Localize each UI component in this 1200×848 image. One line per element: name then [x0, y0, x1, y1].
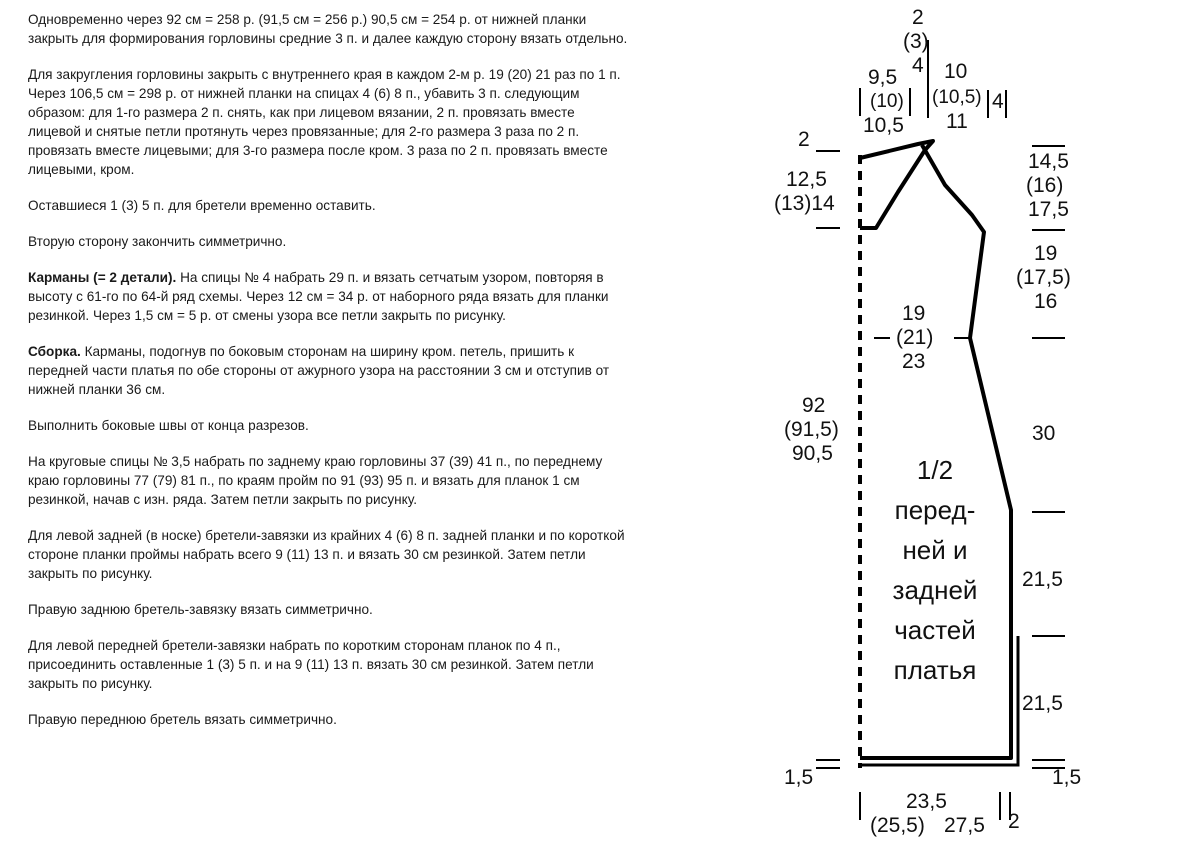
assembly-text: Карманы, подогнув по боковым сторонам на ширину кром. петель, пришить к передней части платья по обе стороны от ажурного узора на расстоянии 3 см и отступив от нижней планки 36 см. — [28, 344, 610, 397]
slit-length-2: 21,5 — [1022, 692, 1063, 715]
armhole-1: 14,5 — [1028, 150, 1069, 173]
dress-outline — [860, 141, 933, 228]
shoulder-width-2: (10,5) — [932, 87, 982, 108]
paragraph-left-back-strap: Для левой задней (в носке) бретели-завязки из крайних 4 (6) 8 п. задней планки и по короткой стороне планки проймы набрать всего 9 (11) 13 п. и вязать 30 см резинкой. Затем петли закрыть по рисунку. — [28, 528, 625, 581]
strap-width-2: (3) — [903, 30, 929, 53]
bottom-width-4: 2 — [1008, 810, 1020, 833]
piece-title-line-5: частей — [894, 615, 976, 645]
hem-left: 1,5 — [784, 766, 814, 789]
paragraph-left-front-strap: Для левой передней бретели-завязки набрать по коротким сторонам планок по 4 п., присоединить оставленные 1 (3) 5 п. и на 9 (11) 13 п. вязать 30 см резинкой. Затем петли закрыть по рисунку. — [28, 638, 594, 691]
assembly-heading: Сборка. — [28, 344, 81, 359]
paragraph-right-back-strap: Правую заднюю бретель-завязку вязать симметрично. — [28, 602, 373, 617]
side-3: 16 — [1034, 290, 1058, 313]
chest-width-3: 23 — [902, 350, 926, 373]
armhole-3: 17,5 — [1028, 198, 1069, 221]
pockets-heading: Карманы (= 2 детали). — [28, 270, 177, 285]
length-2: (91,5) — [784, 418, 839, 441]
piece-title-line-6: платья — [893, 655, 977, 685]
neck-width-2: (10) — [870, 91, 904, 112]
neck-depth-2: (13)14 — [774, 192, 835, 215]
top-offset: 2 — [798, 128, 810, 151]
piece-title-line-4: задней — [892, 575, 978, 605]
paragraph-side-seams: Выполнить боковые швы от конца разрезов. — [28, 418, 309, 433]
chest-width-1: 19 — [902, 302, 926, 325]
piece-title-line-2: перед- — [894, 495, 976, 525]
piece-title — [880, 450, 990, 690]
strap-width-1: 2 — [912, 6, 924, 29]
side-2: (17,5) — [1016, 266, 1071, 289]
paragraph-right-front-strap: Правую переднюю бретель вязать симметрично. — [28, 712, 337, 727]
piece-title-line-3: ней и — [902, 535, 968, 565]
length-1: 92 — [802, 394, 826, 417]
paragraph-second-side: Вторую сторону закончить симметрично. — [28, 234, 287, 249]
bottom-width-2: (25,5) — [870, 814, 925, 837]
shoulder-width-3: 11 — [946, 110, 968, 133]
pattern-schema — [740, 0, 1200, 848]
paragraph-neck-rounding: Для закругления горловины закрыть с внутреннего края в каждом 2-м р. 19 (20) 21 раз по 1 п. Через 106,5 см = 298 р. от нижней планки на спицах 4 (6) 8 п., убавить 3 п. следующим образом: для 1-го размера 2 п. снять, как при лицевом вязании, 2 п. провязать вместе лицевой и снятые петли протянуть через провязанные; для 2-го размера 3 раза по 2 п. провязать вместе лицевыми; для 3-го размера после кром. 3 раза по 2 п. провязать вместе лицевыми, кром. — [28, 67, 621, 177]
hem-right: 1,5 — [1052, 766, 1082, 789]
shoulder-width-1: 10 — [944, 60, 968, 83]
side-1: 19 — [1034, 242, 1058, 265]
shoulder-width-4: 4 — [992, 90, 1004, 113]
pockets-text: На спицы № 4 набрать 29 п. и вязать сетчатым узором, повторяя в высоту с 61-го по 64-й ряд схемы. Через 12 см = 34 р. от наборного ряда вязать для планки резинкой. Через 1,5 см = 5 р. от смены узора все петли закрыть по рисунку. — [28, 270, 609, 323]
armhole-2: (16) — [1026, 174, 1064, 197]
strap-width-3: 4 — [912, 54, 924, 77]
chest-width-2: (21) — [896, 326, 934, 349]
paragraph-edging: На круговые спицы № 3,5 набрать по заднему краю горловины 37 (39) 41 п., по переднему краю горловины 77 (79) 81 п., по краям пройм по 91 (93) 95 п. и вязать для планок 1 см резинкой, начав с изн. ряда. Затем петли закрыть по рисунку. — [28, 454, 603, 507]
taper-length: 30 — [1032, 422, 1056, 445]
hem-band-outline — [860, 760, 1018, 765]
bottom-width-1: 23,5 — [906, 790, 947, 813]
bottom-width-3: 27,5 — [944, 814, 985, 837]
piece-title-line-1: 1/2 — [916, 455, 954, 485]
instructions-text — [28, 10, 628, 746]
neck-depth-1: 12,5 — [786, 168, 827, 191]
paragraph-assembly — [28, 342, 628, 399]
paragraph-strap-hold: Оставшиеся 1 (3) 5 п. для бретели временно оставить. — [28, 198, 376, 213]
length-3: 90,5 — [792, 442, 833, 465]
neck-width-3: 10,5 — [863, 114, 904, 137]
paragraph-pockets — [28, 268, 628, 325]
slit-length-1: 21,5 — [1022, 568, 1063, 591]
neck-width-1: 9,5 — [868, 66, 898, 89]
paragraph-neckline: Одновременно через 92 см = 258 р. (91,5 см = 256 р.) 90,5 см = 254 р. от нижней планки закрыть для формирования горловины средние 3 п. и далее каждую сторону вязать отдельно. — [28, 12, 628, 46]
